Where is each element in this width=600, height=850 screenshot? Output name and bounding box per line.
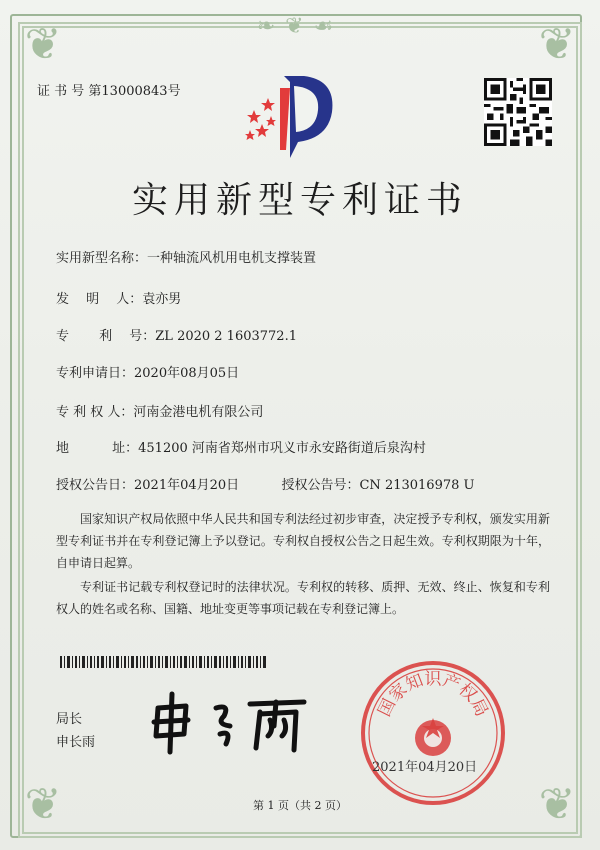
corner-ornament-top-right: ❦ [538, 19, 576, 70]
certificate-number: 证 书 号 第13000843号 [37, 84, 181, 99]
cnipa-logo-icon [240, 72, 340, 162]
field-label: 专利申请日： [56, 366, 135, 381]
field-announcement [56, 474, 474, 493]
field-label: 专 利 权 人： [56, 405, 134, 420]
field-label: 实用新型名称： [56, 251, 148, 266]
field-patentee [56, 401, 263, 420]
field-inventor [56, 288, 181, 307]
field-address [56, 437, 426, 456]
announcement-number-label: 授权公告号： [281, 478, 360, 493]
field-label: 发 明 人： [56, 292, 143, 307]
corner-ornament-bottom-left: ❦ [24, 779, 62, 830]
handwritten-signature [146, 686, 316, 758]
seal-text: 国家知识产权局 [374, 669, 492, 720]
qr-code-icon [484, 78, 552, 146]
page-footer: 第 1 页（共 2 页） [253, 799, 347, 812]
field-utility-model-name [56, 247, 316, 266]
corner-ornament-top-left: ❦ [24, 19, 62, 70]
field-label: 专 利 号： [56, 329, 156, 344]
top-ornament: ❧❦☙ [256, 14, 344, 39]
grant-statement-paragraph: 国家知识产权局依照中华人民共和国专利法经过初步审查，决定授予专利权，颁发实用新型专利证书并在专利登记簿上予以登记。专利权自授权公告之日起生效。专利权期限为十年，自申请日起算。 [56, 512, 550, 570]
announcement-date-label: 授权公告日： [56, 478, 135, 493]
barcode-icon [60, 656, 268, 668]
certificate-title: 实用新型专利证书 [131, 180, 468, 221]
corner-ornament-bottom-right: ❦ [538, 779, 576, 830]
field-value: ZL 2020 2 1603772.1 [155, 329, 297, 344]
official-seal [358, 658, 508, 808]
field-patent-number [56, 325, 297, 344]
field-value: 2020年08月05日 [134, 366, 240, 381]
field-application-date [56, 362, 239, 381]
field-label: 地 址： [56, 441, 139, 456]
announcement-date-value: 2021年04月20日 [134, 478, 240, 493]
field-value: 袁亦男 [142, 292, 182, 307]
signatory-name: 申长雨 [56, 735, 96, 750]
legal-status-paragraph: 专利证书记载专利权登记时的法律状况。专利权的转移、质押、无效、终止、恢复和专利权人的姓名或名称、国籍、地址变更等事项记载在专利登记簿上。 [56, 580, 550, 616]
seal-date: 2021年04月20日 [372, 760, 478, 775]
signatory-title: 局长 [56, 712, 83, 727]
field-value: 451200 河南省郑州市巩义市永安路街道后泉沟村 [138, 441, 426, 456]
announcement-number-value: CN 213016978 U [359, 478, 475, 493]
field-value: 一种轴流风机用电机支撑装置 [147, 251, 317, 266]
field-value: 河南金港电机有限公司 [133, 405, 264, 420]
